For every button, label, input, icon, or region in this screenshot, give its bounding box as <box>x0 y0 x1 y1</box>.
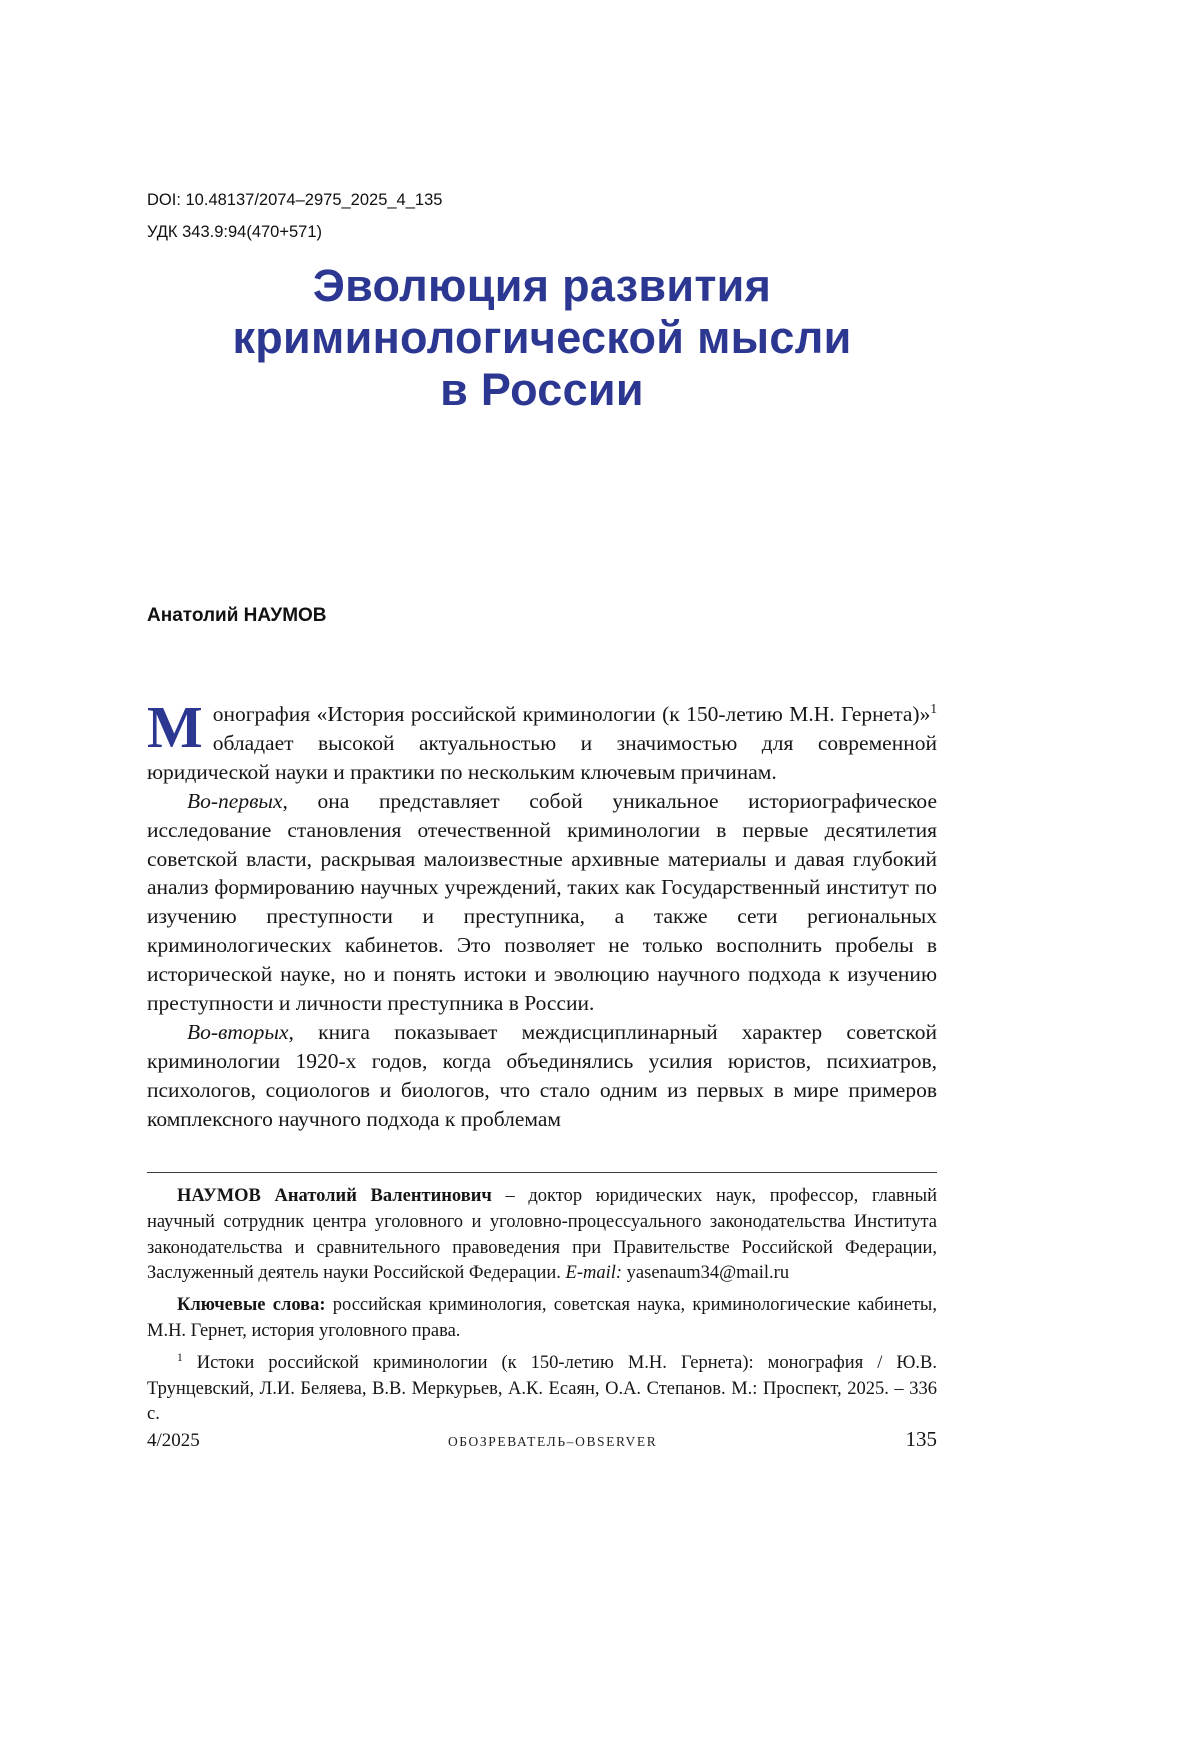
footnote-1-text: Истоки российской криминологии (к 150-летию М.Н. Гернета): монография / Ю.В. Трунцевский, Л.И. Беляева, В.В. Меркурьев, А.К. Есаян, О.А. Степанов. М.: Проспект, 2025. – 336 с. <box>147 1352 937 1425</box>
paragraph-3-text: , книга показывает междисциплинарный характер советской криминологии 1920-х годов, когда объединялись усилия юристов, психиатров, психологов, социологов и биологов, что стало одним из первых в мире примеров комплексного научного подхода к проблемам <box>147 1019 937 1131</box>
keywords-footnote <box>147 1293 937 1345</box>
journal-name: ОБОЗРЕВАТЕЛЬ–OBSERVER <box>447 1434 658 1449</box>
email-address: yasenaum34@mail.ru <box>626 1263 790 1284</box>
footnote-separator <box>147 1172 937 1173</box>
keywords-text: российская криминология, советская наука, криминологические кабинеты, М.Н. Гернет, история уголовного права. <box>147 1295 937 1341</box>
paragraph-1 <box>147 694 937 787</box>
email-label: E-mail: <box>565 1263 623 1284</box>
paragraph-2-text: , она представляет собой уникальное историографическое исследование становления отечественной криминологии в первые десятилетия советской власти, раскрывая малоизвестные архивные материалы и давая глубокий анализ формированию научных учреждений, таких как Государственный институт по изучению преступности и преступника, а также сети региональных криминологических кабинетов. Это позволяет не только восполнить пробелы в исторической науке, но и понять истоки и эволюцию научного подхода к изучению преступности и личности преступника в России. <box>147 788 937 1016</box>
title-line-2: криминологической мысли <box>232 312 852 363</box>
paragraph-3-lead: Во-вторых <box>187 1019 289 1044</box>
page-footer <box>147 1427 937 1452</box>
udk-line: УДК 343.9:94(470+571) <box>147 223 323 241</box>
article-body <box>147 694 937 1134</box>
paragraph-1-text: онография «История российской криминологии (к 150-летию М.Н. Гернета)» <box>212 702 931 726</box>
dropcap-letter: М <box>147 694 203 760</box>
paragraph-2-lead: Во-первых <box>187 788 283 813</box>
doi-line: DOI: 10.48137/2074–2975_2025_4_135 <box>147 191 443 209</box>
author-name: Анатолий НАУМОВ <box>147 605 327 626</box>
reference-footnote-1 <box>147 1351 937 1428</box>
page-number: 135 <box>905 1427 937 1451</box>
bio-text: – доктор юридических наук, профессор, главный научный сотрудник центра уголовного и уголовно-процессуального законодательства Института законодательства и сравнительного правоведения при Правительстве Российской Федерации, Заслуженный деятель науки Российской Федерации. <box>147 1186 937 1284</box>
paragraph-3 <box>147 1018 937 1134</box>
keywords-label: Ключевые слова: <box>177 1295 326 1316</box>
article-title <box>147 260 937 416</box>
title-line-3: в России <box>440 364 644 415</box>
footnote-1-marker: 1 <box>177 1351 183 1364</box>
paragraph-1-text-after: обладает высокой актуальностью и значимостью для современной юридической науки и практики по нескольким ключевым причинам. <box>147 730 937 784</box>
bio-author-name: НАУМОВ Анатолий Валентинович <box>177 1186 492 1206</box>
footnote-reference-1: 1 <box>930 700 937 716</box>
title-line-1: Эволюция развития <box>312 260 772 311</box>
paragraph-2 <box>147 787 937 1018</box>
author-bio-footnote <box>147 1184 937 1287</box>
issue-number: 4/2025 <box>147 1430 200 1451</box>
article-identifiers <box>147 184 937 248</box>
footnotes-section <box>147 1184 937 1428</box>
